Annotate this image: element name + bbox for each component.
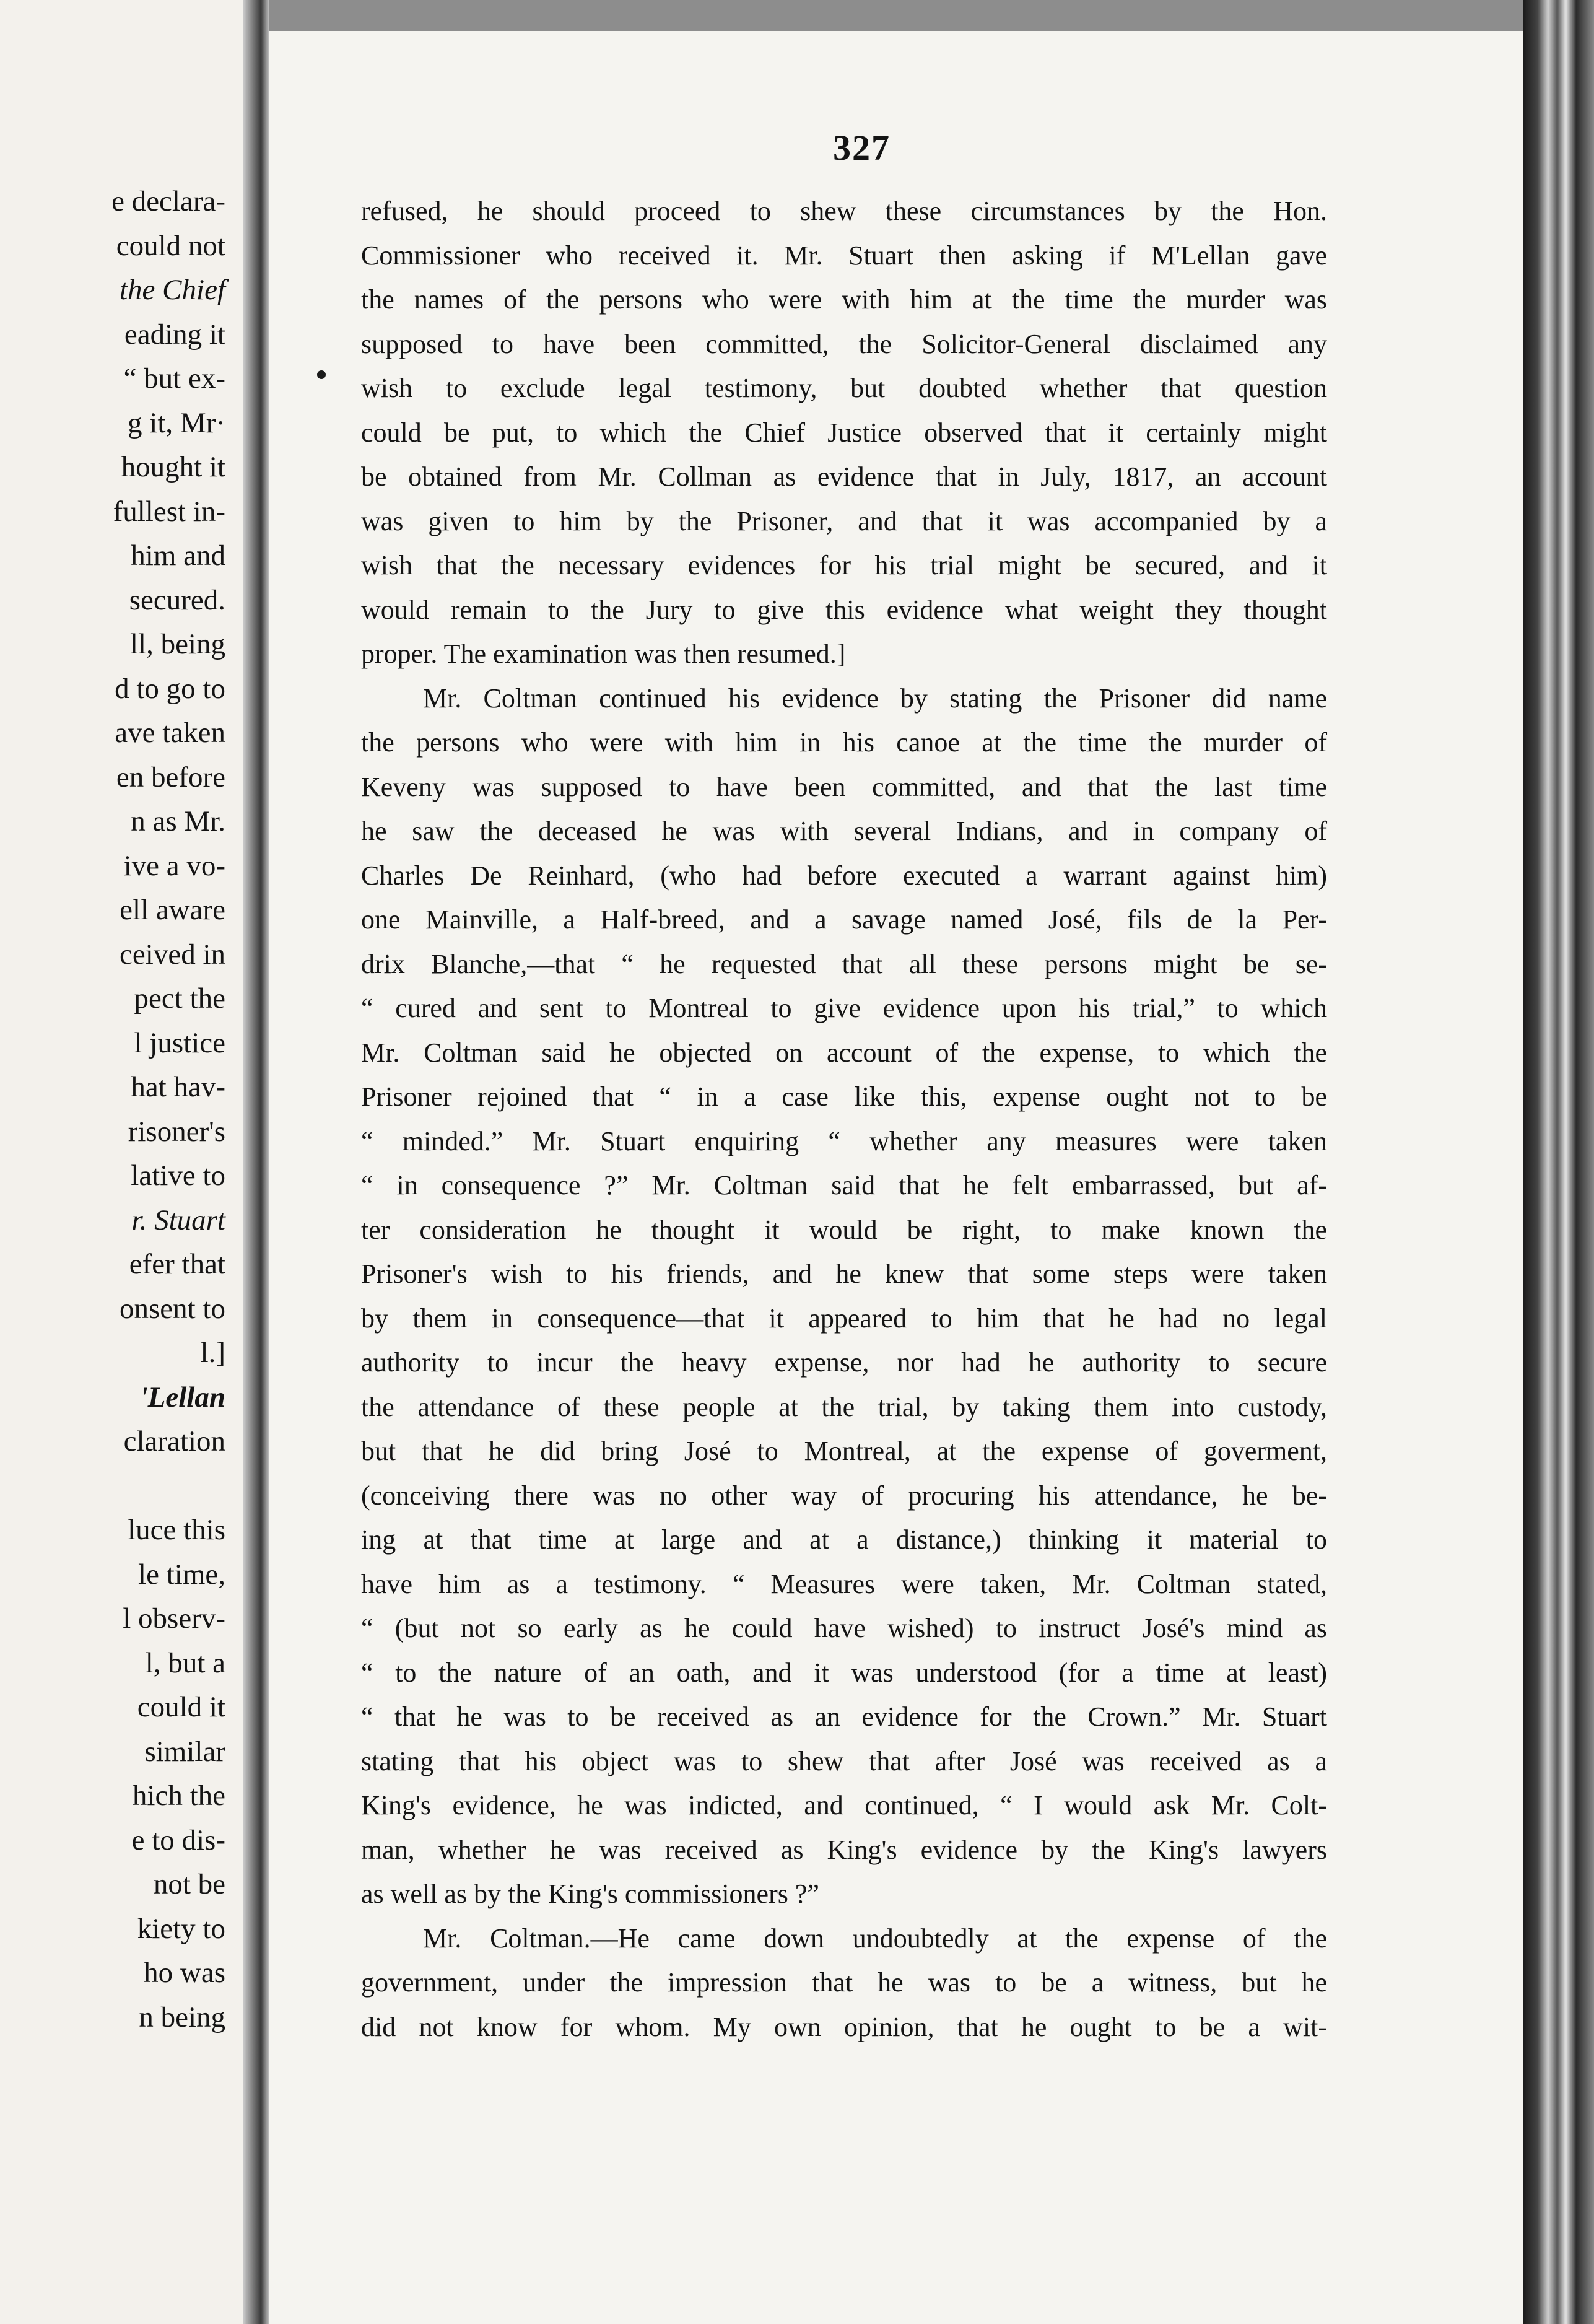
facing-page-fragment [0, 0, 243, 2324]
text-line: Mr. Coltman continued his evidence by stating the Prisoner did name [423, 683, 1327, 714]
facing-page-line: e declara- [111, 185, 225, 217]
text-line: Prisoner's wish to his friends, and he knew that some steps were taken [361, 1259, 1327, 1289]
book-gutter [243, 0, 269, 2324]
text-line: government, under the impression that he was to be a witness, but he [361, 1967, 1327, 1998]
facing-page-line: n as Mr. [131, 805, 225, 837]
text-line: by them in consequence—that it appeared to him that he had no legal [361, 1303, 1327, 1334]
facing-page-line: lative to [131, 1160, 225, 1192]
text-line: as well as by the King's commissioners ?” [361, 1879, 819, 1909]
facing-page-line: luce this [128, 1514, 225, 1546]
text-line: “ cured and sent to Montreal to give evidence upon his trial,” to which [361, 993, 1327, 1023]
ink-dot-mark [317, 370, 326, 379]
facing-page-line: ceived in [120, 938, 225, 971]
text-line: would remain to the Jury to give this evidence what weight they thought [361, 594, 1327, 625]
text-line: did not know for whom. My own opinion, that he ought to be a wit- [361, 2011, 1327, 2042]
facing-page-line: l.] [200, 1337, 225, 1369]
text-line: King's evidence, he was indicted, and continued, “ I would ask Mr. Colt- [361, 1790, 1327, 1820]
text-line: have him as a testimony. “ Measures were taken, Mr. Coltman stated, [361, 1568, 1327, 1599]
text-line: Mr. Coltman.—He came down undoubtedly at the expense of the [423, 1923, 1327, 1954]
text-line: wish to exclude legal testimony, but doubted whether that question [361, 373, 1327, 403]
facing-page-line: efer that [129, 1248, 225, 1280]
facing-page-line: l observ- [123, 1602, 225, 1635]
facing-page-line: 'Lellan [139, 1381, 225, 1413]
facing-page-line: hich the [132, 1780, 225, 1812]
text-line: he saw the deceased he was with several Indians, and in company of [361, 816, 1327, 846]
text-line: Charles De Reinhard, (who had before executed a warrant against him) [361, 860, 1327, 891]
facing-page-line: g it, Mr· [128, 406, 225, 439]
text-line: but that he did bring José to Montreal, at the expense of goverment, [361, 1436, 1327, 1466]
facing-page-line: onsent to [119, 1292, 225, 1325]
facing-page-line: r. Stuart [131, 1204, 225, 1236]
facing-page-line: kiety to [137, 1912, 225, 1945]
paragraph [361, 189, 1327, 676]
facing-page-line: le time, [138, 1558, 225, 1591]
facing-page-line: n being [139, 2001, 225, 2034]
facing-page-line: him and [131, 540, 225, 572]
facing-page-line: hought it [121, 451, 225, 483]
text-line: stating that his object was to shew that after José was received as a [361, 1745, 1327, 1776]
paragraph [361, 1916, 1327, 2050]
paragraph [361, 676, 1327, 1916]
page-number: 327 [833, 128, 891, 168]
facing-page-line: pect the [134, 982, 225, 1015]
text-line: was given to him by the Prisoner, and that it was accompanied by a [361, 505, 1327, 536]
text-line: Commissioner who received it. Mr. Stuart then asking if M'Lellan gave [361, 240, 1327, 271]
text-line: ing at that time at large and at a distance,) thinking it material to [361, 1524, 1327, 1555]
text-line: Mr. Coltman said he objected on account of the expense, to which the [361, 1037, 1327, 1068]
facing-page-line: d to go to [115, 672, 225, 705]
text-line: “ (but not so early as he could have wished) to instruct José's mind as [361, 1613, 1327, 1643]
facing-page-line: secured. [129, 583, 225, 616]
text-line: the persons who were with him in his canoe at the time the murder of [361, 727, 1327, 758]
facing-page-line: ave taken [115, 717, 225, 749]
facing-page-line: could not [116, 229, 225, 262]
text-line: Keveny was supposed to have been committed, and that the last time [361, 771, 1327, 802]
page-body-text [361, 189, 1327, 2049]
text-line: be obtained from Mr. Collman as evidence that in July, 1817, an account [361, 461, 1327, 492]
facing-page-line: e to dis- [131, 1824, 225, 1856]
facing-page-line: hat hav- [131, 1071, 225, 1103]
text-line: man, whether he was received as King's evidence by the King's lawyers [361, 1834, 1327, 1865]
facing-page-line: ho was [144, 1957, 225, 1989]
text-line: one Mainville, a Half-breed, and a savage named José, fils de la Per- [361, 904, 1327, 935]
text-line: “ in consequence ?” Mr. Coltman said that he felt embarrassed, but af- [361, 1170, 1327, 1200]
facing-page-line: ive a vo- [123, 849, 225, 882]
facing-page-line: could it [137, 1691, 225, 1723]
facing-page-line: not be [153, 1868, 225, 1900]
facing-page-line: “ but ex- [123, 362, 225, 395]
text-line: “ that he was to be received as an evidence for the Crown.” Mr. Stuart [361, 1702, 1327, 1732]
text-line: supposed to have been committed, the Solicitor-General disclaimed any [361, 328, 1327, 359]
text-line: ter consideration he thought it would be right, to make known the [361, 1214, 1327, 1245]
text-line: could be put, to which the Chief Justice observed that it certainly might [361, 417, 1327, 448]
text-line: refused, he should proceed to shew these circumstances by the Hon. [361, 196, 1327, 226]
facing-page-line: en before [116, 761, 225, 793]
facing-page-line: l, but a [145, 1646, 225, 1679]
facing-page-line: similar [144, 1735, 225, 1768]
page-edge-strip [1523, 0, 1594, 2324]
text-line: (conceiving there was no other way of procuring his attendance, he be- [361, 1480, 1327, 1511]
text-line: “ minded.” Mr. Stuart enquiring “ whether any measures were taken [361, 1125, 1327, 1156]
facing-page-line: ll, being [129, 628, 225, 660]
facing-page-line: l justice [134, 1026, 225, 1059]
facing-page-line: fullest in- [113, 495, 225, 528]
text-line: the names of the persons who were with him at the time the murder was [361, 284, 1327, 315]
text-line: drix Blanche,—that “ he requested that all these persons might be se- [361, 948, 1327, 979]
text-line: proper. The examination was then resumed.] [361, 639, 846, 669]
text-line: wish that the necessary evidences for his trial might be secured, and it [361, 550, 1327, 580]
text-line: “ to the nature of an oath, and it was understood (for a time at least) [361, 1657, 1327, 1688]
text-line: the attendance of these people at the trial, by taking them into custody, [361, 1391, 1327, 1422]
facing-page-line: claration [123, 1425, 225, 1457]
text-line: Prisoner rejoined that “ in a case like this, expense ought not to be [361, 1081, 1327, 1112]
facing-page-line: ell aware [120, 894, 225, 926]
text-line: authority to incur the heavy expense, nor had he authority to secure [361, 1347, 1327, 1378]
facing-page-line: the Chief [120, 274, 225, 306]
facing-page-line: eading it [124, 318, 225, 351]
facing-page-line: risoner's [128, 1115, 225, 1148]
